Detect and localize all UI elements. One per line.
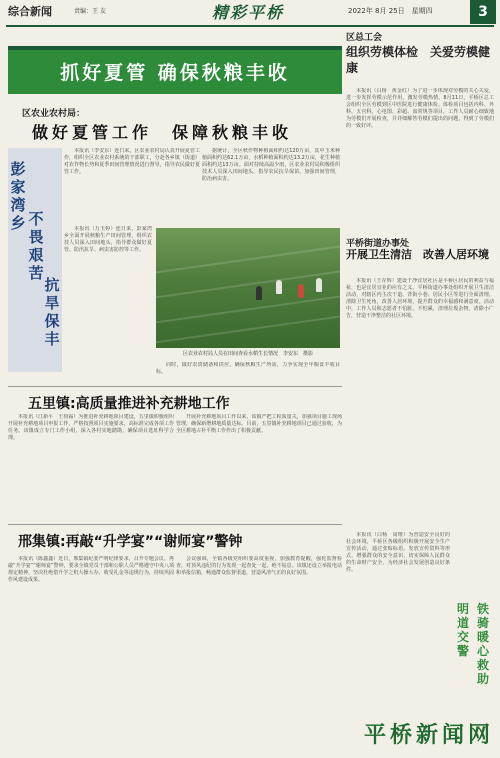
right1-paragraph: 本报讯（白杨 黄金红）为了进一步体现对劳模的关心关爱，进一步发挥劳模示范作用，激发劳模热情，8月11日，平桥区总工会组织全区劳模到区中医院进行健康体检。体检项目包括内科、外科、五官科、心电图、彩超、血常规等项目，工作人员耐心细致地为劳模们开展检查，并详细解答劳模们提出的问题，得到了劳模们的一致好评。 xyxy=(346,88,494,129)
slogan-line: 明道交警 xyxy=(456,602,469,658)
right3-paragraph: 本报讯（白杨 周维）为营造安全良好的社会环境，平桥区各级组织积极开展安全生产宣传活动，通过张贴标语、发放宣传资料等形式，增强群众的安全意识，切实保障人民群众的生命财产安全，为经济社会发展创造良好条件。 xyxy=(346,532,450,573)
article1-header xyxy=(12,100,340,144)
right1-header xyxy=(346,30,494,86)
article1-source: 区农业农村局： xyxy=(22,109,86,119)
person-figure xyxy=(298,284,304,298)
article2-body xyxy=(8,414,174,516)
right1-title: 组织劳模体检 关爱劳模健康 xyxy=(346,45,491,75)
footer-site-text: 平桥新闻网 xyxy=(363,722,494,748)
article2-header xyxy=(8,386,342,412)
editor-credit: 责编：王 友 xyxy=(74,8,106,15)
side-slogan-line: 抗旱保丰 xyxy=(44,276,60,348)
side-slogan xyxy=(8,148,62,372)
article2-body xyxy=(176,414,342,516)
person-figure xyxy=(256,286,262,300)
article1-title: 做好夏管工作 保障秋粮丰收 xyxy=(32,123,293,142)
side-slogan-line: 不畏艰苦 xyxy=(28,210,44,282)
article3-title: 邢集镇:再敲“升学宴”“谢师宴”警钟 xyxy=(18,534,243,550)
feature-banner xyxy=(8,46,342,94)
article3-header xyxy=(8,524,342,552)
vertical-slogan xyxy=(454,602,494,714)
page-number: 3 xyxy=(470,0,496,24)
right2-title: 开展卫生清洁 改善人居环境 xyxy=(346,248,489,261)
right1-source: 区总工会 xyxy=(346,33,383,43)
banner-title: 抓好夏管 确保秋粮丰收 xyxy=(60,62,290,84)
photo-caption: 区农业农村局人员在田间查看水稻生长情况 李安东 摄影 xyxy=(182,351,313,357)
field-photo xyxy=(156,228,340,348)
article3-paragraph: 会议强调，全镇各级党组织要高度重视，加强教育提醒，强化监督检查，对顶风违纪的行为发现一起查处一起，绝不姑息。该镇还设立举报电话和举报信箱，畅通群众监督渠道，营造风清气正的良好氛围。 xyxy=(176,556,342,576)
article1-body xyxy=(202,148,340,224)
right2-body xyxy=(346,278,494,530)
article3-paragraph: 本报讯（陈鑫鑫）近日，邢集镇纪委严明纪律要求，召开专题会议，再敲“升学宴”“谢师宴”警钟，要求全镇党员干部和公职人员严格遵守中央八项规定精神，坚决杜绝借升学之机大操大办、收受礼金等违规行为，持续巩固作风建设成果。 xyxy=(8,556,174,583)
right2-header xyxy=(346,236,494,276)
masthead-logo: 精彩平桥 xyxy=(212,3,285,22)
article1-paragraph: 同时，做好农资储备和供应，确保秋粮生产所需，力争实现全年粮食丰收目标。 xyxy=(156,362,340,375)
slogan-line: 铁骑暖心救助 xyxy=(476,602,489,686)
article1-body xyxy=(64,226,152,372)
person-figure xyxy=(316,278,322,292)
side-slogan-line: 彭家湾乡 xyxy=(10,160,26,232)
right1-body xyxy=(346,88,494,230)
issue-date: 2022年 8月 25日 星期四 xyxy=(348,7,433,15)
article1-body xyxy=(64,148,200,224)
footer-site-name xyxy=(212,714,494,750)
page-header xyxy=(0,0,500,24)
right2-paragraph: 本报讯（王存辉）建设干净宜居社区是平桥区居民的利益与福祉，也是宜居宜业的应有之义。平桥街道办事处组织开展卫生清洁活动，对辖区内主次干道、背街小巷、居民小区等进行全面清理，清除卫生死角，改善人居环境，提升群众的幸福感和满意度。活动中，工作人员和志愿者不怕脏、不怕累，清理垃圾杂物，清除小广告，营造干净整洁的社区环境。 xyxy=(346,278,494,319)
article2-paragraph: 本报讯（江新平 王荷霜）为推进补充耕地项目建设，五里镇积极组织开展补充耕地项目申报工作，严格按照项目实施要求，高标准完成各项工作任务。该镇成立专门工作小组，深入各村实地踏勘，确保项目选址科学合理。 xyxy=(8,414,174,441)
article1-body xyxy=(156,362,340,378)
article1-paragraph: 本报讯（李安东）连日来，区农业农村局认真开展夏管工作，组织全区农业农村系统的干部职工，分赴各乡镇（街道）对农作物长势和夏季田间管理情况进行督导，指导农民做好夏管工作。 xyxy=(64,148,200,175)
person-figure xyxy=(276,280,282,294)
header-rule xyxy=(6,25,494,27)
article2-paragraph: 开展补充耕地项目工作以来，该镇严把工程质量关，加强项目施工现场管理，确保新增耕地质量达标。目前，五里镇补充耕地项目已通过验收，为全区耕地占补平衡工作作出了积极贡献。 xyxy=(176,414,342,434)
article1-paragraph: 本报讯（万玉婷）连日来，彭家湾乡全面开展秋粮生产田间管理，组织农技人员深入田间地头，指导群众做好夏管、防汛抗旱、病虫害防控等工作。 xyxy=(64,226,152,253)
article3-body xyxy=(176,556,342,712)
right3-body xyxy=(346,532,450,712)
article1-paragraph: 据统计，全区秋作物种植面积约达120万亩，其中玉米种植面积约达62.1万亩，水稻种植面积约达13.2万亩，花生种植面积约达13万亩。面对持续高温少雨，区农业农村局积极组织技术人员深入田间地头，指导农民抗旱保苗、加强田间管理，防治病虫害。 xyxy=(202,148,340,182)
article3-body xyxy=(8,556,174,712)
section-name: 综合新闻 xyxy=(8,5,52,18)
article2-title: 五里镇:高质量推进补充耕地工作 xyxy=(28,396,230,412)
right2-source: 平桥街道办事处 xyxy=(346,239,410,249)
